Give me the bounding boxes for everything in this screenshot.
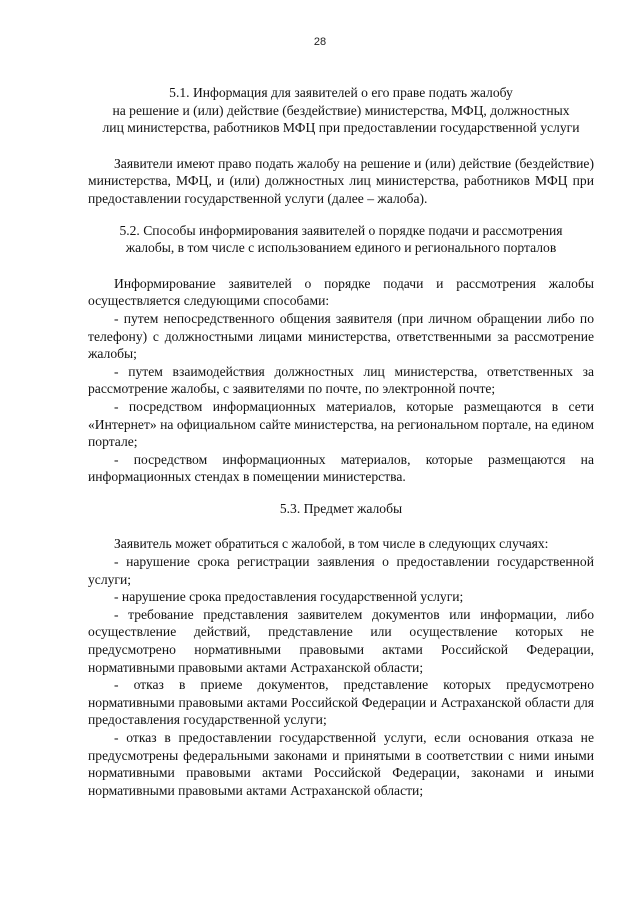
section-5-3-heading	[88, 500, 594, 518]
heading-line: 5.1. Информация для заявителей о его праве подать жалобу	[169, 85, 513, 100]
heading-line: 5.2. Способы информирования заявителей о порядке подачи и рассмотрения	[119, 222, 563, 238]
heading-line: лиц министерства, работников МФЦ при предоставлении государственной услуги	[102, 120, 580, 136]
heading-line: 5.3. Предмет жалобы	[279, 500, 403, 516]
list-item: - посредством информационных материалов, которые размещаются на информационных стендах в помещении министерства.	[88, 451, 594, 485]
paragraph: Заявители имеют право подать жалобу на решение и (или) действие (бездействие) министерства, МФЦ, и (или) должностных лиц министерства, работников МФЦ при предоставлении государственной услуги (далее – жалоба).	[88, 155, 594, 206]
paragraph: Заявитель может обратиться с жалобой, в том числе в следующих случаях:	[114, 536, 549, 552]
list-item: - отказ в предоставлении государственной услуги, если основания отказа не предусмотрены федеральными законами и принятыми в соответствии с ними иными нормативными правовыми актами Российской Федерации, законами и иными нормативными правовыми актами Астраханской области;	[88, 730, 594, 798]
page-number: 28	[313, 36, 327, 48]
list-item: - нарушение срока регистрации заявления о предоставлении государственной услуги;	[88, 554, 594, 587]
heading-line: жалобы, в том числе с использованием единого и регионального порталов	[125, 240, 557, 256]
list-item: - путем непосредственного общения заявителя (при личном обращении либо по телефону) с должностными лицами министерства, ответственными за рассмотрение жалобы;	[88, 310, 594, 362]
section-5-1-heading	[88, 84, 594, 137]
list-item: - посредством информационных материалов, которые размещаются в сети «Интернет» на официальном сайте министерства, на региональном портале, на едином портале;	[88, 398, 594, 450]
list-item: - нарушение срока предоставления государственной услуги;	[114, 589, 464, 605]
list-item: - путем взаимодействия должностных лиц министерства, ответственных за рассмотрение жалобы, с заявителями по почте, по электронной почте;	[88, 363, 594, 397]
section-5-2-heading	[88, 222, 594, 257]
list-item: - отказ в приеме документов, представление которых предусмотрено нормативными правовыми актами Российской Федерации и Астраханской области для предоставления государственной услуги;	[88, 677, 594, 728]
list-item: - требование представления заявителем документов или информации, либо осуществление действий, представление или осуществление которых не предусмотрено нормативными правовыми актами Российской Федерации, нормативными правовыми актами Астраханской области;	[88, 606, 594, 675]
paragraph: Информирование заявителей о порядке подачи и рассмотрения жалобы осуществляется следующими способами:	[88, 275, 594, 309]
heading-line: на решение и (или) действие (бездействие) министерства, МФЦ, должностных	[112, 102, 570, 118]
page-content	[88, 84, 594, 799]
